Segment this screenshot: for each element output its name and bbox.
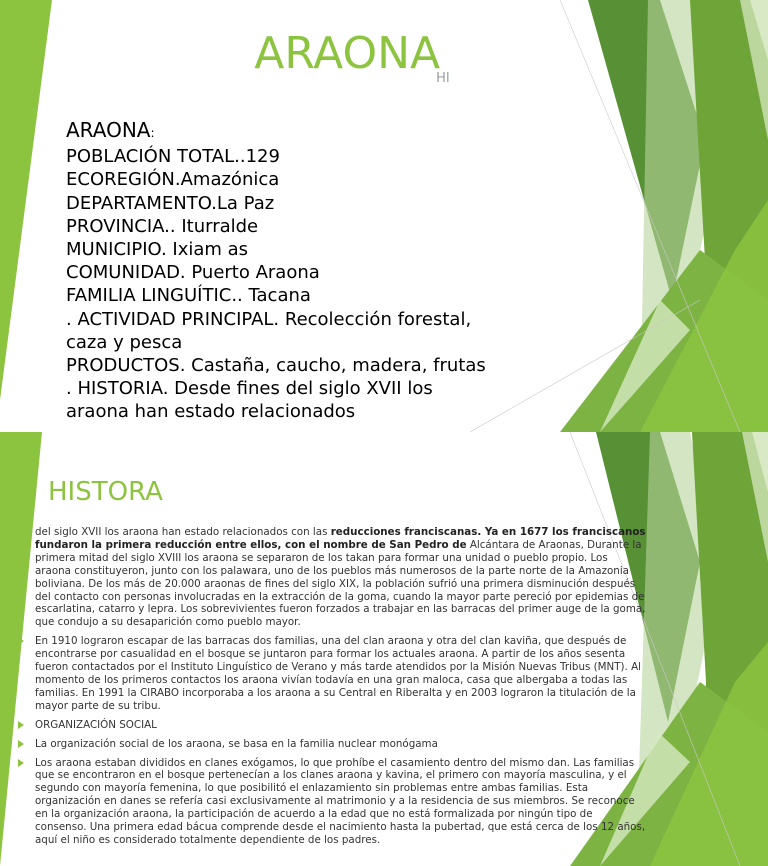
bullet-item	[16, 719, 646, 732]
body-heading-colon: :	[150, 126, 155, 140]
body-line: POBLACIÓN TOTAL..129	[66, 146, 280, 168]
body-line: . ACTIVIDAD PRINCIPAL. Recolección forestal,	[66, 308, 472, 330]
slide-1-body	[66, 119, 526, 424]
bullet-arrow-icon	[18, 759, 24, 767]
bullet-text: ORGANIZACIÓN SOCIAL	[35, 718, 157, 731]
bullet-arrow-icon	[18, 528, 24, 536]
bullet-arrow-icon	[18, 637, 24, 645]
body-line: DEPARTAMENTO.La Paz	[66, 192, 275, 214]
bullet-item	[16, 738, 646, 751]
title-subscript: HI	[436, 71, 450, 86]
bullet-text: En 1910 lograron escapar de las barracas dos familias, una del clan araona y otra del clan kaviña, que después de encontrarse por casualidad en el bosque se juntaron para formar los actuales araona. A partir de los años sesenta fueron contactados por el Instituto Linguístico de Verano y más tarde atendidos por la Misión Nuevas Tribus (MNT). Al momento de los primeros contactos los araona vivían todavía en una gran maloca, casa que albergaba a todas las familias. En 1991 la CIRABO incorporaba a los araona a su Central en Riberalta y en 2003 lograron la titulación de la mayor parte de su tribu.	[35, 635, 641, 712]
slide-1	[0, 0, 768, 432]
bullet-arrow-icon	[18, 721, 24, 729]
body-line: FAMILIA LINGUÍTIC.. Tacana	[66, 285, 311, 307]
bullet-item	[16, 635, 646, 712]
body-line: MUNICIPIO. Ixiam as	[66, 239, 249, 261]
title-text: ARAONA	[254, 28, 441, 79]
slide-2-title: HISTORA	[48, 477, 163, 507]
bullet-arrow-icon	[18, 740, 24, 748]
body-line: . HISTORIA. Desde fines del siglo XVII los	[66, 378, 433, 400]
body-heading-text: ARAONA	[66, 118, 151, 142]
bullet-bold-text: reducciones franciscanas. Ya en 1677 los franciscanos fundaron la primera reducción entre ellos, con el nombre de San Pedro de	[35, 526, 646, 551]
bullet-text: Alcántara de Araonas, Durante la primera mitad del siglo XVIII los araona se separaron de los takan para formar una unidad o pueblo propio. Los araona constituyeron, junto con los palawara, uno de los pueblos más numerosos de la parte norte de la Amazonia boliviana. De los más de 20.000 araonas de fines del siglo XIX, la población sufrió una primera disminución después del contacto con personas involucradas en la extracción de la goma, cuando la mayor parte pereció por epidemias de escarlatina, catarro y lepra. Los sobrevivientes fueron forzados a trabajar en las barracas del primer auge de la goma, que condujo a su desaparición como pueblo mayor.	[35, 538, 646, 629]
body-line: ECOREGIÓN.Amazónica	[66, 169, 280, 191]
bullet-text: del siglo XVII los araona han estado relacionados con las	[35, 526, 331, 538]
body-line: araona han estado relacionados	[66, 401, 356, 423]
slide-1-title	[0, 28, 700, 105]
slide-2-body	[16, 526, 646, 853]
body-line: COMUNIDAD. Puerto Araona	[66, 262, 320, 284]
body-line: PROVINCIA.. Iturralde	[66, 215, 259, 237]
bullet-item	[16, 526, 646, 629]
body-line: caza y pesca	[66, 331, 183, 353]
bullet-text: La organización social de los araona, se basa en la familia nuclear monógama	[35, 737, 438, 750]
bullet-item	[16, 757, 646, 847]
body-heading	[66, 119, 526, 145]
bullet-text: Los araona estaban divididos en clanes exógamos, lo que prohíbe el casamiento dentro del mismo dan. Las familias que se encontraron en el bosque pertenecían a los clanes araona y kavina, el primero con mayoría masculina, y el segundo con mayoría femenina, lo que posibilitó el enlazamiento sin problemas entre ambas familias. Esta organización en danes se refería casi exclusivamente al matrimonio y a la residencia de sus miembros. Se reconoce en la organización araona, la participación de acuerdo a la edad que no está formalizada por ningún tipo de consenso. Una primera edad bácua comprende desde el nacimiento hasta la pubertad, que está cerca de los 12 años, aquí el niño es considerado totalmente dependiente de los padres.	[35, 756, 646, 846]
body-line: PRODUCTOS. Castaña, caucho, madera, frutas	[66, 355, 486, 377]
